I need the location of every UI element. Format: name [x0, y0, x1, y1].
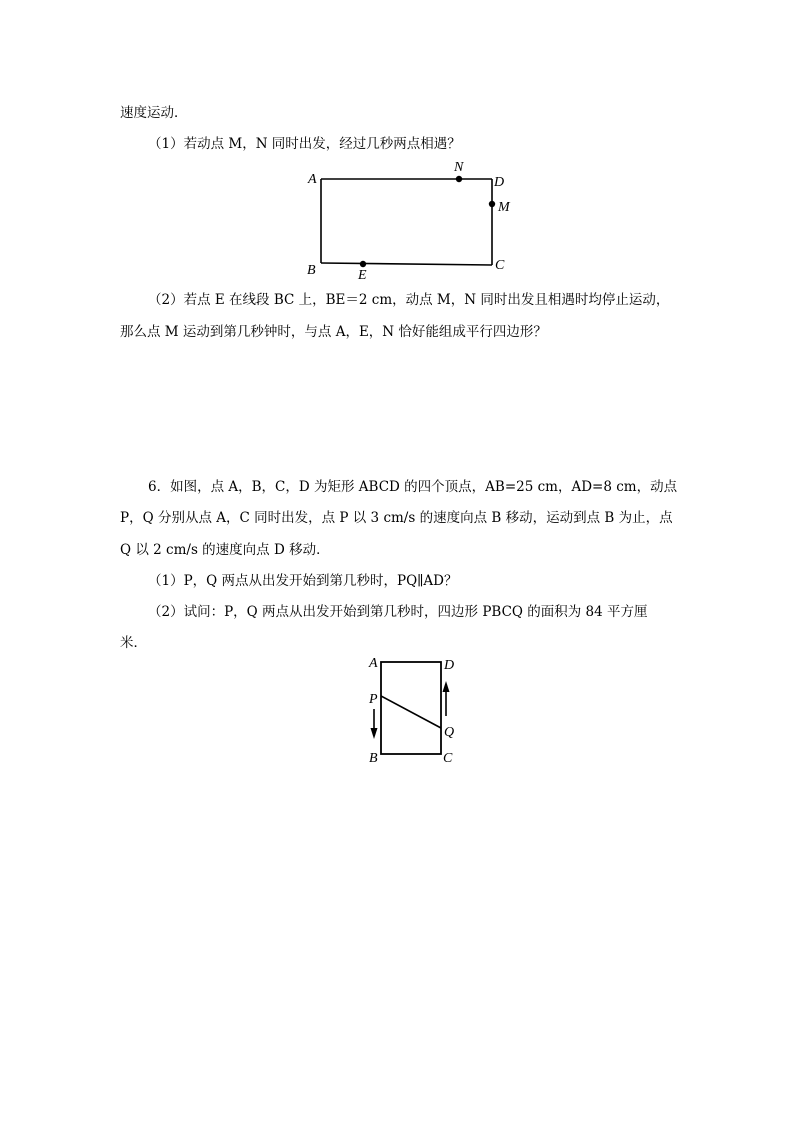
problem6-statement-line-2: P，Q 分别从点 A，C 同时出发，点 P 以 3 cm/s 的速度向点 B 移动，运动到点 B 为止，点 — [120, 510, 673, 526]
problem5-question-2-line-2: 那么点 M 运动到第几秒钟时，与点 A，E，N 恰好能组成平行四边形？ — [120, 324, 547, 340]
rectangle-abcd — [321, 179, 492, 265]
problem6-question-2-line-2: 米． — [120, 635, 147, 651]
label-d: D — [494, 175, 505, 190]
label-b: B — [307, 263, 316, 278]
problem6-rectangle-figure — [360, 652, 470, 768]
point-m-dot — [489, 201, 495, 207]
label-c: C — [495, 258, 505, 273]
problem5-intro-tail: 速度运动． — [120, 105, 188, 121]
segment-pq — [381, 696, 441, 728]
point-n-dot — [456, 176, 462, 182]
problem5-question-1: （1）若动点 M，N 同时出发，经过几秒两点相遇？ — [148, 136, 461, 152]
problem5-rectangle-figure — [300, 158, 530, 283]
label-d: D — [444, 658, 455, 673]
label-b: B — [369, 751, 378, 766]
label-a: A — [308, 172, 317, 187]
point-e-dot — [360, 261, 366, 267]
problem6-question-1: （1）P，Q 两点从出发开始到第几秒时，PQ∥AD？ — [148, 573, 458, 589]
rectangle-abcd — [381, 662, 441, 754]
problem6-statement-line-3: Q 以 2 cm/s 的速度向点 D 移动． — [120, 542, 330, 558]
arrow-up-icon — [443, 681, 450, 716]
arrow-down-icon — [371, 709, 378, 739]
label-n: N — [454, 160, 464, 175]
label-e: E — [358, 268, 367, 283]
label-c: C — [443, 751, 453, 766]
label-a: A — [369, 656, 378, 671]
label-p: P — [369, 692, 378, 707]
problem5-question-2-line-1: （2）若点 E 在线段 BC 上，BE＝2 cm，动点 M，N 同时出发且相遇时均停止运动， — [148, 292, 670, 308]
problem6-statement-line-1: 6．如图，点 A，B，C，D 为矩形 ABCD 的四个顶点，AB=25 cm，AD=8 cm，动点 — [148, 479, 678, 495]
label-q: Q — [444, 725, 455, 740]
problem6-question-2-line-1: （2）试问：P，Q 两点从出发开始到第几秒时，四边形 PBCQ 的面积为 84 平方厘 — [148, 604, 648, 620]
label-m: M — [498, 200, 510, 215]
